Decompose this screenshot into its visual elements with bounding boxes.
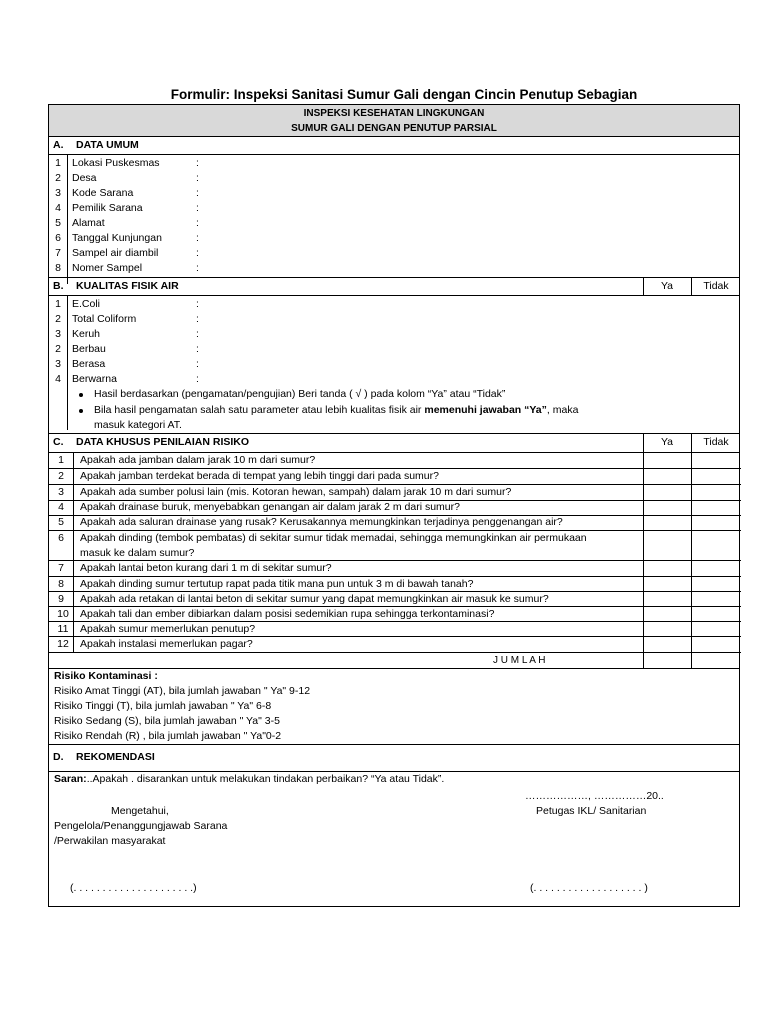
section-b-tidak-header: Tidak xyxy=(703,280,729,292)
row-number: 7 xyxy=(58,562,64,574)
pengelola-label: Pengelola/Penanggungjawab Sarana xyxy=(54,820,228,832)
row-number: 4 xyxy=(55,373,61,385)
field-value[interactable]: : xyxy=(196,298,199,310)
field-label: Alamat xyxy=(72,217,105,229)
section-c-tidak-header: Tidak xyxy=(703,436,729,448)
field-label: Total Coliform xyxy=(72,313,137,325)
header-line2: SUMUR GALI DENGAN PENUTUP PARSIAL xyxy=(291,123,497,134)
question-text: Apakah instalasi memerlukan pagar? xyxy=(80,638,253,650)
section-a-title: DATA UMUM xyxy=(76,139,139,151)
bullet-icon xyxy=(79,409,83,413)
row-number: 9 xyxy=(58,593,64,605)
signature-right[interactable]: (. . . . . . . . . . . . . . . . . . . ) xyxy=(530,882,648,894)
section-b-note2-line2: masuk kategori AT. xyxy=(94,419,182,431)
mengetahui-label: Mengetahui, xyxy=(111,805,169,817)
question-text: Apakah sumur memerlukan penutup? xyxy=(80,623,256,635)
question-text: Apakah tali dan ember dibiarkan dalam posisi sedemikian rupa sehingga terkontaminasi? xyxy=(80,608,495,620)
row-number: 2 xyxy=(55,172,61,184)
field-label: Pemilik Sarana xyxy=(72,202,143,214)
row-number: 3 xyxy=(58,486,64,498)
section-b-title: KUALITAS FISIK AIR xyxy=(76,280,179,292)
signature-left[interactable]: (. . . . . . . . . . . . . . . . . . . . .) xyxy=(70,882,197,894)
row-number: 1 xyxy=(55,298,61,310)
risiko-line: Risiko Sedang (S), bila jumlah jawaban " Ya" 3-5 xyxy=(54,715,280,727)
question-text: masuk ke dalam sumur? xyxy=(80,547,195,559)
field-label: Desa xyxy=(72,172,97,184)
question-text: Apakah ada sumber polusi lain (mis. Kotoran hewan, sampah) dalam jarak 10 m dari sumur? xyxy=(80,486,512,498)
row-number: 3 xyxy=(55,328,61,340)
field-label: Berbau xyxy=(72,343,106,355)
section-b-note1: Hasil berdasarkan (pengamatan/pengujian) Beri tanda ( √ ) pada kolom “Ya” atau “Tidak” xyxy=(94,388,506,400)
question-text: Apakah ada jamban dalam jarak 10 m dari sumur? xyxy=(80,454,316,466)
row-number: 12 xyxy=(57,638,69,650)
question-text: Apakah dinding (tembok pembatas) di sekitar sumur tidak memadai, sehingga memungkinkan air permukaan xyxy=(80,532,587,544)
row-number: 11 xyxy=(57,623,69,635)
question-text: Apakah dinding sumur tertutup rapat pada titik mana pun untuk 3 m di bawah tanah? xyxy=(80,578,474,590)
petugas-label: Petugas IKL/ Sanitarian xyxy=(536,805,647,817)
question-text: Apakah ada saluran drainase yang rusak? Kerusakannya memungkinkan terjadinya penggenangan air? xyxy=(80,516,563,528)
field-value[interactable]: : xyxy=(196,202,199,214)
row-number: 5 xyxy=(55,217,61,229)
field-value[interactable]: : xyxy=(196,187,199,199)
row-number: 8 xyxy=(55,262,61,274)
field-value[interactable]: : xyxy=(196,328,199,340)
field-label: Tanggal Kunjungan xyxy=(72,232,162,244)
row-number: 3 xyxy=(55,187,61,199)
row-number: 4 xyxy=(58,501,64,513)
header-line1: INSPEKSI KESEHATAN LINGKUNGAN xyxy=(303,108,485,119)
bullet-icon xyxy=(79,393,83,397)
perwakilan-label: /Perwakilan masyarakat xyxy=(54,835,166,847)
row-number: 5 xyxy=(58,516,64,528)
section-d-letter: D. xyxy=(53,751,64,763)
row-number: 4 xyxy=(55,202,61,214)
field-value[interactable]: : xyxy=(196,172,199,184)
field-value[interactable]: : xyxy=(196,262,199,274)
row-number: 8 xyxy=(58,578,64,590)
row-number: 1 xyxy=(58,454,64,466)
question-text: Apakah ada retakan di lantai beton di sekitar sumur yang dapat memungkinkan air masuk ke sumur? xyxy=(80,593,549,605)
row-number: 6 xyxy=(55,232,61,244)
field-value[interactable]: : xyxy=(196,343,199,355)
risiko-line: Risiko Amat Tinggi (AT), bila jumlah jawaban " Ya" 9-12 xyxy=(54,685,311,697)
field-value[interactable]: : xyxy=(196,157,199,169)
question-text: Apakah drainase buruk, menyebabkan genangan air dalam jarak 2 m dari sumur? xyxy=(80,501,460,513)
section-b-ya-header: Ya xyxy=(660,280,674,292)
jumlah-label: J U M L A H xyxy=(493,655,546,666)
section-c-ya-header: Ya xyxy=(660,436,674,448)
risiko-line: Risiko Tinggi (T), bila jumlah jawaban " Ya" 6-8 xyxy=(54,700,272,712)
question-text: Apakah jamban terdekat berada di tempat yang lebih tinggi dari pada sumur? xyxy=(80,470,439,482)
section-b-note2: Bila hasil pengamatan salah satu parameter atau lebih kualitas fisik air memenuhi jawaban “Ya”, maka xyxy=(94,404,579,416)
field-label: Lokasi Puskesmas xyxy=(72,157,160,169)
row-number: 7 xyxy=(55,247,61,259)
form-title: Formulir: Inspeksi Sanitasi Sumur Gali dengan Cincin Penutup Sebagian xyxy=(170,87,638,102)
risiko-title: Risiko Kontaminasi : xyxy=(54,670,158,682)
field-value[interactable]: : xyxy=(196,358,199,370)
field-label: Berwarna xyxy=(72,373,117,385)
section-a-letter: A. xyxy=(53,139,64,151)
section-c-title: DATA KHUSUS PENILAIAN RISIKO xyxy=(76,436,250,448)
section-b-letter: B. xyxy=(53,280,64,292)
field-label: E.Coli xyxy=(72,298,101,310)
row-number: 6 xyxy=(58,532,64,544)
saran-text[interactable]: Saran:..Apakah . disarankan untuk melakukan tindakan perbaikan? “Ya atau Tidak”. xyxy=(54,773,445,785)
row-number: 1 xyxy=(55,157,61,169)
field-value[interactable]: : xyxy=(196,247,199,259)
section-c-letter: C. xyxy=(53,436,64,448)
field-label: Kode Sarana xyxy=(72,187,134,199)
form-table xyxy=(48,104,740,907)
field-value[interactable]: : xyxy=(196,217,199,229)
field-value[interactable]: : xyxy=(196,373,199,385)
row-number: 2 xyxy=(55,343,61,355)
row-number: 2 xyxy=(58,470,64,482)
field-value[interactable]: : xyxy=(196,313,199,325)
field-label: Keruh xyxy=(72,328,101,340)
row-number: 2 xyxy=(55,313,61,325)
risiko-line: Risiko Rendah (R) , bila jumlah jawaban " Ya"0-2 xyxy=(54,730,282,742)
field-value[interactable]: : xyxy=(196,232,199,244)
date-line[interactable]: ………………, ……………20.. xyxy=(525,790,664,802)
field-label: Berasa xyxy=(72,358,106,370)
row-number: 3 xyxy=(55,358,61,370)
row-number: 10 xyxy=(57,608,69,620)
field-label: Sampel air diambil xyxy=(72,247,159,259)
field-label: Nomer Sampel xyxy=(72,262,143,274)
question-text: Apakah lantai beton kurang dari 1 m di sekitar sumur? xyxy=(80,562,332,574)
section-d-title: REKOMENDASI xyxy=(76,751,155,763)
